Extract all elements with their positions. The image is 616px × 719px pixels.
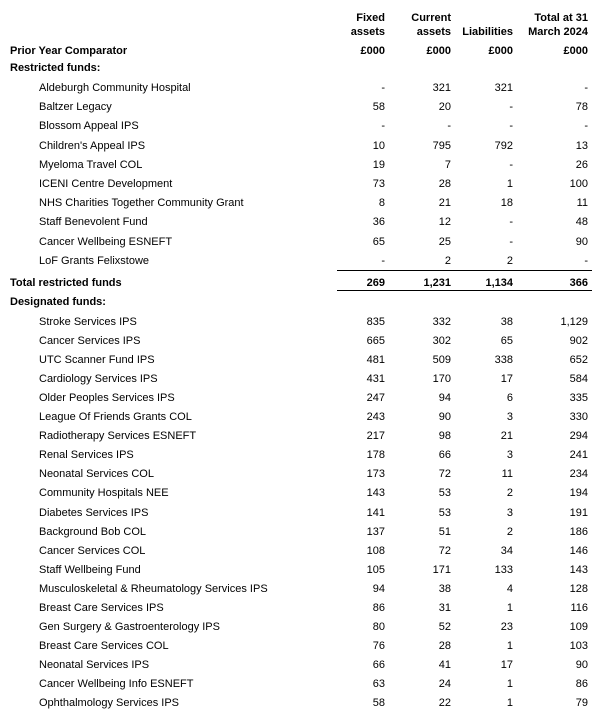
current-assets-value: 98 (438, 430, 451, 443)
fixed-assets-value: 108 (366, 544, 385, 557)
fund-name: Renal Services IPS (39, 449, 134, 462)
liabilities-value: 792 (494, 139, 513, 152)
fund-name: Cancer Services COL (39, 544, 146, 557)
current-assets-value: 509 (432, 354, 451, 367)
total-value: 109 (569, 620, 588, 633)
current-assets-value: 72 (438, 544, 451, 557)
fixed-assets-value: 217 (366, 430, 385, 443)
fund-name: Children's Appeal IPS (39, 139, 146, 152)
liabilities-value: 3 (506, 449, 513, 462)
unit-fixed: £000 (360, 45, 385, 57)
total-value: 902 (569, 335, 588, 348)
liabilities-value: - (509, 235, 513, 248)
current-assets-value: 53 (438, 506, 451, 519)
liabilities-value: 17 (500, 658, 513, 671)
table-row (0, 352, 616, 368)
fund-name: Cancer Services IPS (39, 335, 141, 348)
current-assets-value: 28 (438, 178, 451, 190)
table-row (0, 600, 616, 616)
liabilities-value: 133 (494, 563, 513, 576)
table-row (0, 695, 616, 711)
fixed-assets-value: 431 (366, 373, 385, 386)
liabilities-value: 2 (506, 254, 513, 267)
table-row (0, 657, 616, 673)
total-value: 26 (575, 158, 588, 171)
fund-name: Stroke Services IPS (39, 316, 137, 328)
current-assets-value: 795 (432, 139, 451, 152)
fixed-assets-value: 65 (372, 235, 385, 248)
fund-name: Baltzer Legacy (39, 101, 112, 114)
table-row (0, 485, 616, 501)
table-row (0, 390, 616, 406)
fund-name: Myeloma Travel COL (39, 158, 143, 171)
current-assets-value: 321 (432, 82, 451, 94)
fixed-assets-value: 178 (366, 449, 385, 462)
table-row (0, 447, 616, 463)
total-value: 330 (569, 411, 588, 424)
current-assets-value: 51 (438, 525, 451, 538)
fixed-assets-value: 36 (372, 216, 385, 229)
fixed-assets-value: 835 (366, 316, 385, 328)
current-assets-value: 90 (438, 411, 451, 424)
total-value: 79 (575, 697, 588, 709)
fund-name: League Of Friends Grants COL (39, 411, 192, 424)
table-row (0, 99, 616, 115)
fixed-assets-value: 10 (372, 139, 385, 152)
fund-name: UTC Scanner Fund IPS (39, 354, 155, 367)
fixed-assets-value: 141 (366, 506, 385, 519)
liabilities-value: - (509, 216, 513, 229)
fixed-assets-value: 143 (366, 487, 385, 500)
table-row (0, 371, 616, 387)
fund-name: ICENI Centre Development (39, 178, 173, 190)
designated-heading: Designated funds: (10, 296, 106, 308)
fixed-assets-value: 243 (366, 411, 385, 424)
table-row (0, 176, 616, 192)
liabilities-value: 321 (494, 82, 513, 94)
table-row (0, 524, 616, 540)
fund-name: Neonatal Services COL (39, 468, 154, 481)
fund-name: LoF Grants Felixstowe (39, 254, 150, 267)
table-row (0, 409, 616, 425)
fund-name: Blossom Appeal IPS (39, 120, 139, 133)
fund-name: Aldeburgh Community Hospital (39, 82, 191, 94)
fixed-assets-value: 247 (366, 392, 385, 405)
total-value: 48 (575, 216, 588, 229)
liabilities-value: 65 (500, 335, 513, 348)
fund-name: Breast Care Services IPS (39, 601, 164, 614)
total-value: - (584, 82, 588, 94)
fixed-assets-value: 58 (372, 697, 385, 709)
table-row (0, 676, 616, 692)
total-value: 146 (569, 544, 588, 557)
table-row (0, 234, 616, 250)
total-rule-bottom (337, 290, 592, 291)
fixed-assets-value: 86 (372, 601, 385, 614)
liabilities-value: 2 (506, 525, 513, 538)
current-assets-value: 170 (432, 373, 451, 386)
table-row (0, 428, 616, 444)
fund-name: Cardiology Services IPS (39, 373, 158, 386)
total-value: 143 (569, 563, 588, 576)
fixed-assets-value: 63 (372, 677, 385, 690)
current-assets-value: 72 (438, 468, 451, 481)
fund-name: Community Hospitals NEE (39, 487, 169, 500)
total-value: 241 (569, 449, 588, 462)
current-assets-value: 31 (438, 601, 451, 614)
fund-name: Radiotherapy Services ESNEFT (39, 430, 197, 443)
fund-name: Background Bob COL (39, 525, 147, 538)
liabilities-value: - (509, 101, 513, 114)
current-assets-value: 302 (432, 335, 451, 348)
current-assets-value: 22 (438, 697, 451, 709)
fixed-assets-value: - (381, 254, 385, 267)
current-assets-value: 2 (444, 254, 451, 267)
table-row (0, 253, 616, 269)
fund-name: Breast Care Services COL (39, 639, 169, 652)
liabilities-value: 23 (500, 620, 513, 633)
fund-name: NHS Charities Together Community Grant (39, 197, 244, 210)
liabilities-value: 21 (500, 430, 513, 443)
total-value: 652 (569, 354, 588, 367)
fixed-assets-value: 19 (372, 158, 385, 171)
units-row (0, 43, 616, 59)
table-row (0, 214, 616, 230)
liabilities-value: 1 (506, 178, 513, 190)
table-row (0, 118, 616, 134)
table-row (0, 543, 616, 559)
liabilities-value: 17 (500, 373, 513, 386)
fixed-assets-value: - (381, 120, 385, 133)
liabilities-value: 1 (506, 639, 513, 652)
current-assets-value: 38 (438, 582, 451, 595)
total-value: 1,129 (560, 316, 588, 328)
fixed-assets-value: 665 (366, 335, 385, 348)
current-assets-value: 171 (432, 563, 451, 576)
current-assets-value: 25 (438, 235, 451, 248)
liabilities-value: 2 (506, 487, 513, 500)
current-assets-value: 41 (438, 658, 451, 671)
current-assets-value: 28 (438, 639, 451, 652)
fixed-assets-value: 173 (366, 468, 385, 481)
header-current-assets: Current assets (411, 12, 451, 38)
total-value: 194 (569, 487, 588, 500)
liabilities-value: 4 (506, 582, 513, 595)
total-value: 90 (575, 235, 588, 248)
fixed-assets-value: - (381, 82, 385, 94)
total-value: 116 (570, 601, 588, 614)
fund-name: Ophthalmology Services IPS (39, 697, 180, 709)
total-value: 191 (569, 506, 588, 519)
header-liabilities: Liabilities (462, 26, 513, 38)
total-value: 100 (569, 178, 588, 190)
total-value: 335 (569, 392, 588, 405)
current-assets-value: 20 (438, 101, 451, 114)
current-assets-value: 7 (444, 158, 451, 171)
header-total: Total at 31 March 2024 (528, 12, 588, 38)
liabilities-value: 3 (506, 411, 513, 424)
current-assets-value: 332 (432, 316, 451, 328)
total-value: - (584, 254, 588, 267)
current-assets-value: - (447, 120, 451, 133)
liabilities-value: 11 (501, 468, 513, 481)
total-value: 128 (569, 582, 588, 595)
liabilities-value: 1 (506, 697, 513, 709)
fund-name: Gen Surgery & Gastroenterology IPS (39, 620, 220, 633)
table-row (0, 80, 616, 96)
fixed-assets-value: 66 (372, 658, 385, 671)
total-value: 186 (569, 525, 588, 538)
fund-name: Diabetes Services IPS (39, 506, 149, 519)
current-assets-value: 66 (438, 449, 451, 462)
table-row (0, 314, 616, 330)
table-row (0, 466, 616, 482)
fixed-assets-value: 137 (366, 525, 385, 538)
fund-name: Cancer Wellbeing ESNEFT (39, 235, 173, 248)
liabilities-value: 338 (494, 354, 513, 367)
unit-total: £000 (563, 45, 588, 57)
fund-name: Musculoskeletal & Rheumatology Services IPS (39, 582, 268, 595)
total-value: 234 (569, 468, 588, 481)
table-row (0, 562, 616, 578)
liabilities-value: 34 (500, 544, 513, 557)
current-assets-value: 12 (438, 216, 451, 229)
fund-name: Staff Wellbeing Fund (39, 563, 141, 576)
total-value: 11 (576, 197, 588, 210)
unit-liabilities: £000 (488, 45, 513, 57)
table-row (0, 157, 616, 173)
restricted-total-row: Total restricted funds 269 1,231 1,134 366 (10, 277, 588, 289)
fund-name: Older Peoples Services IPS (39, 392, 175, 405)
current-assets-value: 94 (438, 392, 451, 405)
table-row (0, 195, 616, 211)
current-assets-value: 53 (438, 487, 451, 500)
table-row (0, 138, 616, 154)
table-row (0, 581, 616, 597)
current-assets-value: 24 (438, 677, 451, 690)
table-row (0, 619, 616, 635)
total-value: - (584, 120, 588, 133)
liabilities-value: 6 (506, 392, 513, 405)
fund-name: Staff Benevolent Fund (39, 216, 148, 229)
liabilities-value: 1 (506, 601, 513, 614)
unit-current: £000 (426, 45, 451, 57)
fixed-assets-value: 80 (372, 620, 385, 633)
liabilities-value: 1 (506, 677, 513, 690)
total-value: 13 (575, 139, 588, 152)
liabilities-value: 38 (500, 316, 513, 328)
total-value: 86 (575, 677, 588, 690)
header-fixed-assets: Fixed assets (350, 12, 385, 38)
total-value: 294 (569, 430, 588, 443)
fixed-assets-value: 94 (372, 582, 385, 595)
fixed-assets-value: 73 (372, 178, 385, 190)
current-assets-value: 21 (438, 197, 451, 210)
total-value: 103 (569, 639, 588, 652)
fund-name: Cancer Wellbeing Info ESNEFT (39, 677, 194, 690)
fixed-assets-value: 481 (366, 354, 385, 367)
fixed-assets-value: 58 (372, 101, 385, 114)
table-row (0, 638, 616, 654)
fund-name: Neonatal Services IPS (39, 658, 150, 671)
table-row (0, 333, 616, 349)
total-value: 90 (575, 658, 588, 671)
total-value: 584 (569, 373, 588, 386)
fixed-assets-value: 105 (366, 563, 385, 576)
fixed-assets-value: 76 (372, 639, 385, 652)
table-row (0, 505, 616, 521)
liabilities-value: 3 (506, 506, 513, 519)
liabilities-value: - (509, 120, 513, 133)
total-rule-top (337, 270, 592, 271)
fixed-assets-value: 8 (378, 197, 385, 210)
liabilities-value: - (509, 158, 513, 171)
restricted-heading: Restricted funds: (10, 62, 101, 74)
total-value: 78 (575, 101, 588, 114)
current-assets-value: 52 (438, 620, 451, 633)
prior-year-label: Prior Year Comparator (10, 45, 128, 57)
liabilities-value: 18 (500, 197, 513, 210)
